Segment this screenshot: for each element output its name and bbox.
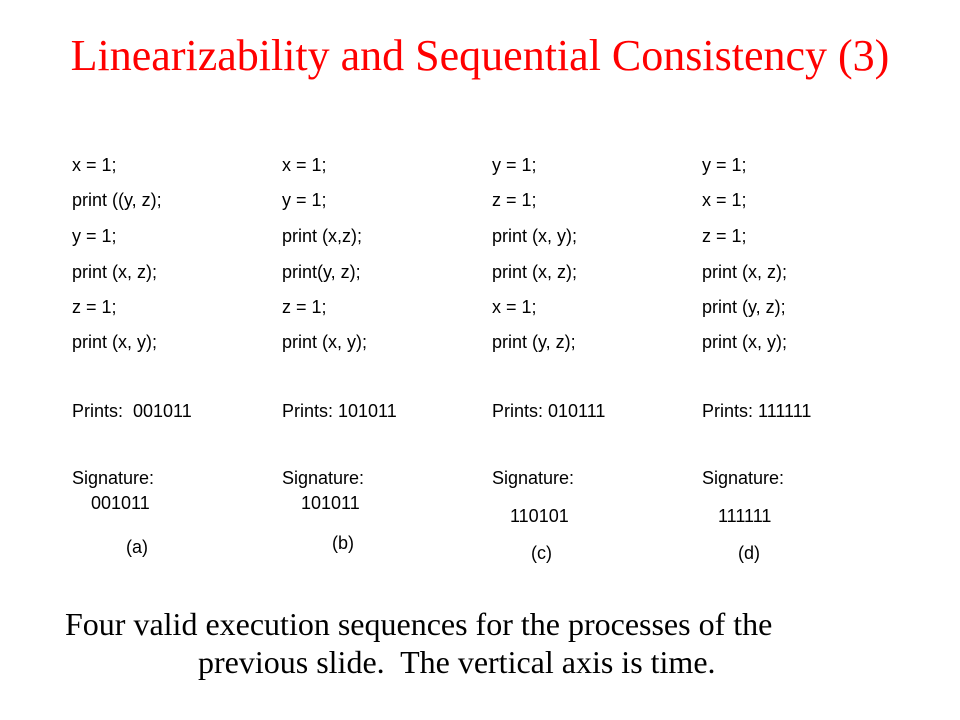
sequence-label: (d) <box>738 543 760 563</box>
statement-line: x = 1; <box>282 155 327 175</box>
signature-label: Signature: <box>492 468 575 488</box>
statement-line: print (x,z); <box>282 226 363 246</box>
statement-line: y = 1; <box>702 155 747 175</box>
statement-line: print (x, y); <box>282 332 368 352</box>
statement-line: y = 1; <box>492 155 537 175</box>
signature-value: 001011 <box>91 493 150 513</box>
statement-line: print (x, z); <box>72 262 158 282</box>
statement-line: z = 1; <box>282 297 327 317</box>
slide-title: Linearizability and Sequential Consistency (3) <box>70 31 890 80</box>
signature-value: 110101 <box>510 506 569 526</box>
prints-output: Prints: 111111 <box>702 401 812 421</box>
statement-line: z = 1; <box>492 190 537 210</box>
statement-line: print (x, y); <box>72 332 158 352</box>
prints-output: Prints: 010111 <box>492 401 606 421</box>
sequence-label: (b) <box>332 533 354 553</box>
sequence-label: (a) <box>126 537 148 557</box>
sequence-label: (c) <box>531 543 552 563</box>
signature-label: Signature: <box>702 468 785 488</box>
statement-line: z = 1; <box>702 226 747 246</box>
statement-line: print (x, z); <box>492 262 578 282</box>
statement-line: print (x, y); <box>702 332 788 352</box>
signature-label: Signature: <box>282 468 365 488</box>
statement-line: x = 1; <box>72 155 117 175</box>
statement-line: print ((y, z); <box>72 190 162 210</box>
caption-line-2: previous slide. The vertical axis is time. <box>198 644 716 680</box>
caption-line-1: Four valid execution sequences for the processes of the <box>65 606 773 642</box>
prints-output: Prints: 001011 <box>72 401 192 421</box>
statement-line: y = 1; <box>282 190 327 210</box>
signature-value: 101011 <box>301 493 360 513</box>
statement-line: print(y, z); <box>282 262 361 282</box>
statement-line: x = 1; <box>492 297 537 317</box>
signature-label: Signature: <box>72 468 155 488</box>
statement-line: print (x, z); <box>702 262 788 282</box>
statement-line: x = 1; <box>702 190 747 210</box>
statement-line: print (x, y); <box>492 226 578 246</box>
signature-value: 111111 <box>718 506 772 526</box>
prints-output: Prints: 101011 <box>282 401 397 421</box>
statement-line: print (y, z); <box>492 332 576 352</box>
statement-line: print (y, z); <box>702 297 786 317</box>
statement-line: z = 1; <box>72 297 117 317</box>
statement-line: y = 1; <box>72 226 117 246</box>
